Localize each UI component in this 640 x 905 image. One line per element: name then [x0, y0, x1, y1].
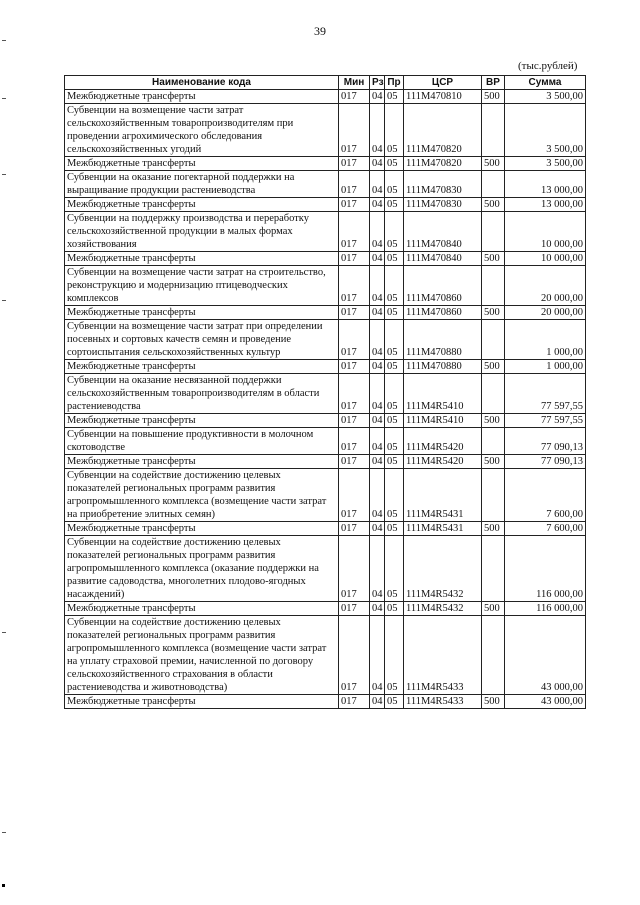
row-pr: 05 [385, 602, 404, 616]
row-rz: 04 [370, 522, 385, 536]
row-vr [482, 212, 505, 252]
row-sum: 10 000,00 [505, 252, 586, 266]
row-pr: 05 [385, 522, 404, 536]
row-sum: 77 597,55 [505, 374, 586, 414]
row-vr [482, 104, 505, 157]
row-rz: 04 [370, 198, 385, 212]
row-csr: 111М470840 [404, 212, 482, 252]
row-min: 017 [339, 171, 370, 198]
row-sum: 116 000,00 [505, 602, 586, 616]
row-vr [482, 374, 505, 414]
row-min: 017 [339, 414, 370, 428]
table-row [65, 171, 586, 198]
row-vr: 500 [482, 306, 505, 320]
table-body [65, 90, 586, 709]
row-pr: 05 [385, 536, 404, 602]
row-name: Субвенции на содействие достижению целевых показателей региональных программ развития агропромышленного комплекса (оказание поддержки на развитие садоводства, многолетних плодово-ягодных насаждений) [65, 536, 339, 602]
row-csr: 111М4R5432 [404, 602, 482, 616]
row-min: 017 [339, 536, 370, 602]
row-csr: 111М470840 [404, 252, 482, 266]
row-min: 017 [339, 360, 370, 374]
row-sum: 3 500,00 [505, 90, 586, 104]
row-pr: 05 [385, 428, 404, 455]
row-min: 017 [339, 469, 370, 522]
row-rz: 04 [370, 428, 385, 455]
scan-mark [2, 98, 6, 99]
row-pr: 05 [385, 360, 404, 374]
row-csr: 111М470880 [404, 320, 482, 360]
row-pr: 05 [385, 198, 404, 212]
row-csr: 111М4R5420 [404, 428, 482, 455]
row-name: Межбюджетные трансферты [65, 602, 339, 616]
row-csr: 111М470860 [404, 266, 482, 306]
table-row [65, 469, 586, 522]
row-min: 017 [339, 428, 370, 455]
scan-mark [2, 40, 6, 41]
row-pr: 05 [385, 252, 404, 266]
row-name: Субвенции на повышение продуктивности в молочном скотоводстве [65, 428, 339, 455]
table-row [65, 360, 586, 374]
row-min: 017 [339, 306, 370, 320]
row-csr: 111М4R5433 [404, 616, 482, 695]
row-name: Межбюджетные трансферты [65, 695, 339, 709]
row-name: Межбюджетные трансферты [65, 360, 339, 374]
header-name: Наименование кода [65, 76, 339, 90]
row-rz: 04 [370, 171, 385, 198]
row-csr: 111М470830 [404, 171, 482, 198]
row-min: 017 [339, 522, 370, 536]
row-rz: 04 [370, 360, 385, 374]
row-pr: 05 [385, 320, 404, 360]
row-name: Межбюджетные трансферты [65, 90, 339, 104]
row-rz: 04 [370, 455, 385, 469]
table-row [65, 266, 586, 306]
scan-mark [2, 300, 6, 301]
row-pr: 05 [385, 469, 404, 522]
scan-mark [2, 632, 6, 633]
row-pr: 05 [385, 171, 404, 198]
row-sum: 77 597,55 [505, 414, 586, 428]
row-pr: 05 [385, 695, 404, 709]
scan-mark [2, 884, 5, 887]
row-vr: 500 [482, 90, 505, 104]
row-min: 017 [339, 90, 370, 104]
row-rz: 04 [370, 320, 385, 360]
table-row [65, 616, 586, 695]
row-min: 017 [339, 104, 370, 157]
scan-mark [2, 832, 6, 833]
row-min: 017 [339, 212, 370, 252]
row-name: Субвенции на оказание несвязанной поддержки сельскохозяйственным товаропроизводителям в области растениеводства [65, 374, 339, 414]
row-sum: 13 000,00 [505, 171, 586, 198]
row-pr: 05 [385, 414, 404, 428]
header-min: Мин [339, 76, 370, 90]
table-row [65, 212, 586, 252]
table-row [65, 198, 586, 212]
row-min: 017 [339, 455, 370, 469]
row-rz: 04 [370, 306, 385, 320]
table-row [65, 695, 586, 709]
row-rz: 04 [370, 252, 385, 266]
page-number: 39 [314, 24, 326, 38]
row-vr: 500 [482, 252, 505, 266]
row-name: Межбюджетные трансферты [65, 522, 339, 536]
row-csr: 111М4R5410 [404, 414, 482, 428]
row-vr [482, 266, 505, 306]
row-vr [482, 536, 505, 602]
row-vr: 500 [482, 157, 505, 171]
row-csr: 111М470880 [404, 360, 482, 374]
row-vr: 500 [482, 522, 505, 536]
table-row [65, 320, 586, 360]
row-pr: 05 [385, 104, 404, 157]
header-pr: Пр [385, 76, 404, 90]
row-rz: 04 [370, 695, 385, 709]
row-vr [482, 616, 505, 695]
header-sum: Сумма [505, 76, 586, 90]
row-sum: 7 600,00 [505, 469, 586, 522]
row-rz: 04 [370, 469, 385, 522]
row-name: Субвенции на возмещение части затрат сельскохозяйственным товаропроизводителям при проведении агрохимического обследования сельскохозяйственных угодий [65, 104, 339, 157]
table-row [65, 90, 586, 104]
row-csr: 111М470860 [404, 306, 482, 320]
row-csr: 111М4R5431 [404, 469, 482, 522]
row-sum: 7 600,00 [505, 522, 586, 536]
row-name: Межбюджетные трансферты [65, 252, 339, 266]
row-min: 017 [339, 198, 370, 212]
row-min: 017 [339, 320, 370, 360]
row-rz: 04 [370, 90, 385, 104]
row-csr: 111М470810 [404, 90, 482, 104]
table-header-row [65, 76, 586, 90]
row-vr: 500 [482, 602, 505, 616]
row-min: 017 [339, 616, 370, 695]
row-csr: 111М4R5433 [404, 695, 482, 709]
row-pr: 05 [385, 374, 404, 414]
header-csr: ЦСР [404, 76, 482, 90]
row-csr: 111М470830 [404, 198, 482, 212]
row-min: 017 [339, 157, 370, 171]
row-min: 017 [339, 602, 370, 616]
row-name: Субвенции на оказание погектарной поддержки на выращивание продукции растениеводства [65, 171, 339, 198]
row-csr: 111М470820 [404, 157, 482, 171]
row-rz: 04 [370, 212, 385, 252]
row-rz: 04 [370, 602, 385, 616]
row-vr: 500 [482, 414, 505, 428]
row-csr: 111М4R5432 [404, 536, 482, 602]
row-vr [482, 171, 505, 198]
header-vr: ВР [482, 76, 505, 90]
row-name: Субвенции на содействие достижению целевых показателей региональных программ развития агропромышленного комплекса (возмещение части затрат на приобретение элитных семян) [65, 469, 339, 522]
row-name: Субвенции на возмещение части затрат на строительство, реконструкцию и модернизацию птицеводческих комплексов [65, 266, 339, 306]
row-rz: 04 [370, 104, 385, 157]
row-sum: 3 500,00 [505, 157, 586, 171]
row-pr: 05 [385, 157, 404, 171]
row-sum: 10 000,00 [505, 212, 586, 252]
row-pr: 05 [385, 455, 404, 469]
row-csr: 111М470820 [404, 104, 482, 157]
row-csr: 111М4R5420 [404, 455, 482, 469]
row-vr [482, 320, 505, 360]
row-sum: 77 090,13 [505, 455, 586, 469]
budget-table [64, 75, 586, 709]
row-vr: 500 [482, 360, 505, 374]
row-rz: 04 [370, 266, 385, 306]
row-sum: 1 000,00 [505, 320, 586, 360]
row-sum: 20 000,00 [505, 306, 586, 320]
row-vr: 500 [482, 455, 505, 469]
row-csr: 111М4R5431 [404, 522, 482, 536]
row-sum: 43 000,00 [505, 695, 586, 709]
row-sum: 3 500,00 [505, 104, 586, 157]
row-min: 017 [339, 252, 370, 266]
row-name: Межбюджетные трансферты [65, 414, 339, 428]
row-sum: 13 000,00 [505, 198, 586, 212]
row-name: Субвенции на содействие достижению целевых показателей региональных программ развития агропромышленного комплекса (возмещение части затрат на уплату страховой премии, начисленной по договору сельскохозяйственного страхования в области растениеводства и животноводства) [65, 616, 339, 695]
row-name: Субвенции на возмещение части затрат при определении посевных и сортовых качеств семян и проведение сортоиспытания сельскохозяйственных культур [65, 320, 339, 360]
row-pr: 05 [385, 616, 404, 695]
table-row [65, 602, 586, 616]
row-name: Субвенции на поддержку производства и переработку сельскохозяйственной продукции в малых формах хозяйствования [65, 212, 339, 252]
row-min: 017 [339, 266, 370, 306]
row-pr: 05 [385, 266, 404, 306]
row-name: Межбюджетные трансферты [65, 157, 339, 171]
row-csr: 111М4R5410 [404, 374, 482, 414]
row-vr [482, 428, 505, 455]
table-row [65, 157, 586, 171]
table-row [65, 374, 586, 414]
row-rz: 04 [370, 157, 385, 171]
table-row [65, 455, 586, 469]
table-row [65, 428, 586, 455]
row-vr [482, 469, 505, 522]
row-rz: 04 [370, 374, 385, 414]
row-min: 017 [339, 374, 370, 414]
row-sum: 1 000,00 [505, 360, 586, 374]
row-rz: 04 [370, 536, 385, 602]
row-sum: 43 000,00 [505, 616, 586, 695]
row-vr: 500 [482, 198, 505, 212]
row-pr: 05 [385, 90, 404, 104]
scan-mark [2, 174, 6, 175]
row-name: Межбюджетные трансферты [65, 198, 339, 212]
row-name: Межбюджетные трансферты [65, 455, 339, 469]
row-pr: 05 [385, 212, 404, 252]
units-note: (тыс.рублей) [518, 60, 578, 72]
table-row [65, 104, 586, 157]
row-sum: 20 000,00 [505, 266, 586, 306]
row-pr: 05 [385, 306, 404, 320]
row-rz: 04 [370, 616, 385, 695]
table-row [65, 536, 586, 602]
row-sum: 116 000,00 [505, 536, 586, 602]
table-row [65, 306, 586, 320]
row-min: 017 [339, 695, 370, 709]
table-row [65, 522, 586, 536]
table-row [65, 252, 586, 266]
table-row [65, 414, 586, 428]
row-rz: 04 [370, 414, 385, 428]
row-vr: 500 [482, 695, 505, 709]
row-sum: 77 090,13 [505, 428, 586, 455]
header-rz: Рз [370, 76, 385, 90]
row-name: Межбюджетные трансферты [65, 306, 339, 320]
